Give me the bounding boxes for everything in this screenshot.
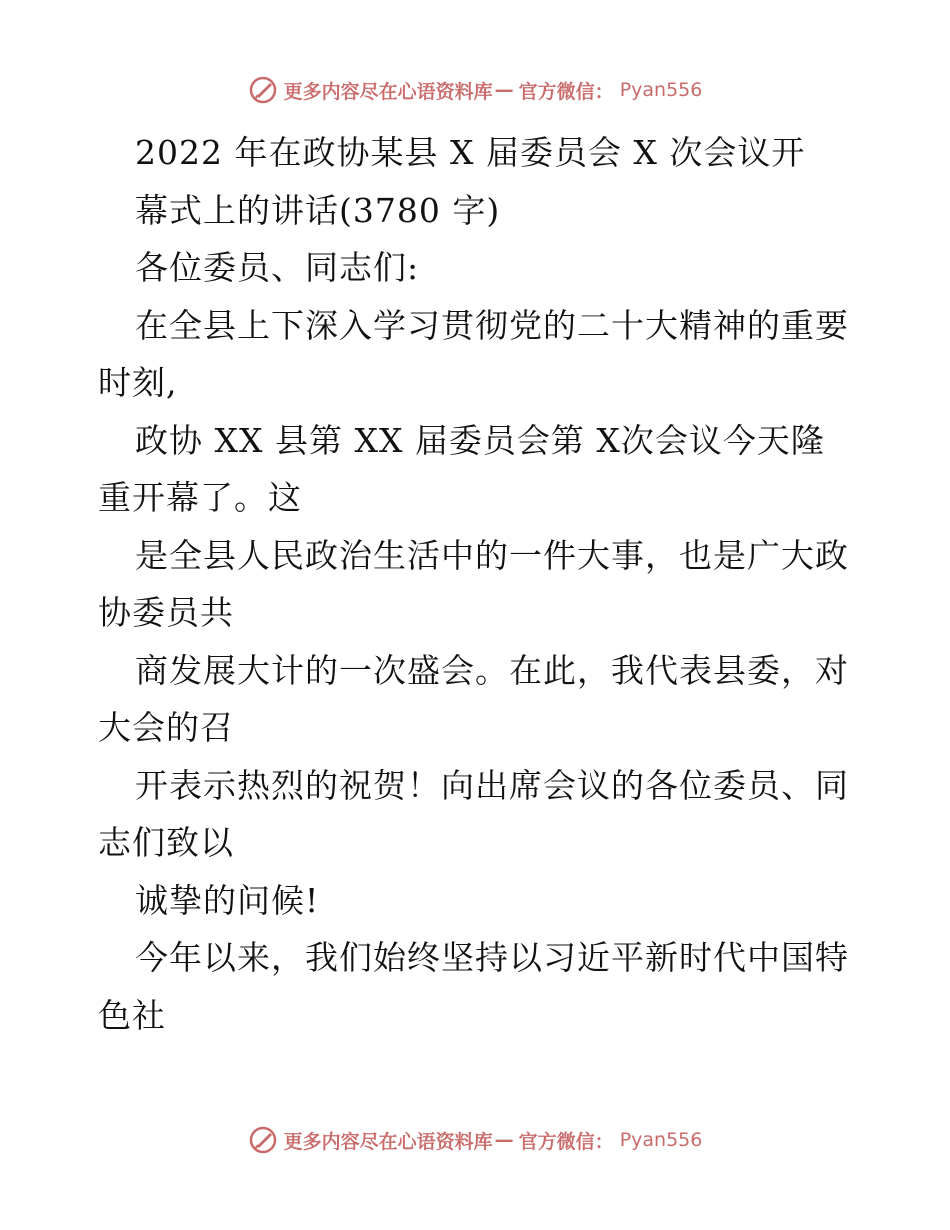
watermark-handle: Pyan556: [619, 79, 703, 101]
watermark-wechat-label: 官方微信：: [518, 1130, 614, 1153]
watermark-text: 更多内容尽在心语资料库: [283, 1130, 493, 1153]
document-line: 幕式上的讲话(3780 字): [135, 190, 501, 230]
document-line: 协委员共: [98, 593, 234, 632]
document-line: 各位委员、同志们:: [135, 248, 420, 287]
document-line: 时刻,: [98, 363, 178, 402]
quill-logo-icon: [248, 75, 278, 105]
watermark-dash: —: [494, 1129, 513, 1151]
document-line: 开表示热烈的祝贺！向出席会议的各位委员、同: [135, 765, 849, 805]
document-body: [98, 124, 858, 1044]
document-line: 诚挚的问候!: [135, 880, 320, 920]
quill-logo-icon: [248, 1125, 278, 1155]
document-line: 是全县人民政治生活中的一件大事，也是广大政: [135, 535, 849, 575]
document-line: 在全县上下深入学习贯彻党的二十大精神的重要: [135, 305, 849, 345]
document-line: 商发展大计的一次盛会。在此，我代表县委，对: [135, 650, 849, 690]
watermark-wechat-label: 官方微信：: [518, 80, 614, 103]
document-line: 大会的召: [98, 708, 234, 747]
document-line: 色社: [98, 995, 166, 1035]
document-line: 重开幕了。这: [98, 478, 302, 517]
watermark-text: 更多内容尽在心语资料库: [283, 80, 493, 103]
watermark-header: [0, 72, 950, 108]
document-line: 今年以来，我们始终坚持以习近平新时代中国特: [135, 938, 849, 977]
document-line: 2022 年在政协某县 X 届委员会 X 次会议开: [135, 133, 806, 172]
watermark-footer: [0, 1122, 950, 1158]
document-line: 志们致以: [98, 823, 234, 862]
watermark-handle: Pyan556: [619, 1129, 703, 1151]
document-line: 政协 XX 县第 XX 届委员会第 X次会议今天隆: [135, 420, 825, 460]
watermark-dash: —: [494, 79, 513, 101]
